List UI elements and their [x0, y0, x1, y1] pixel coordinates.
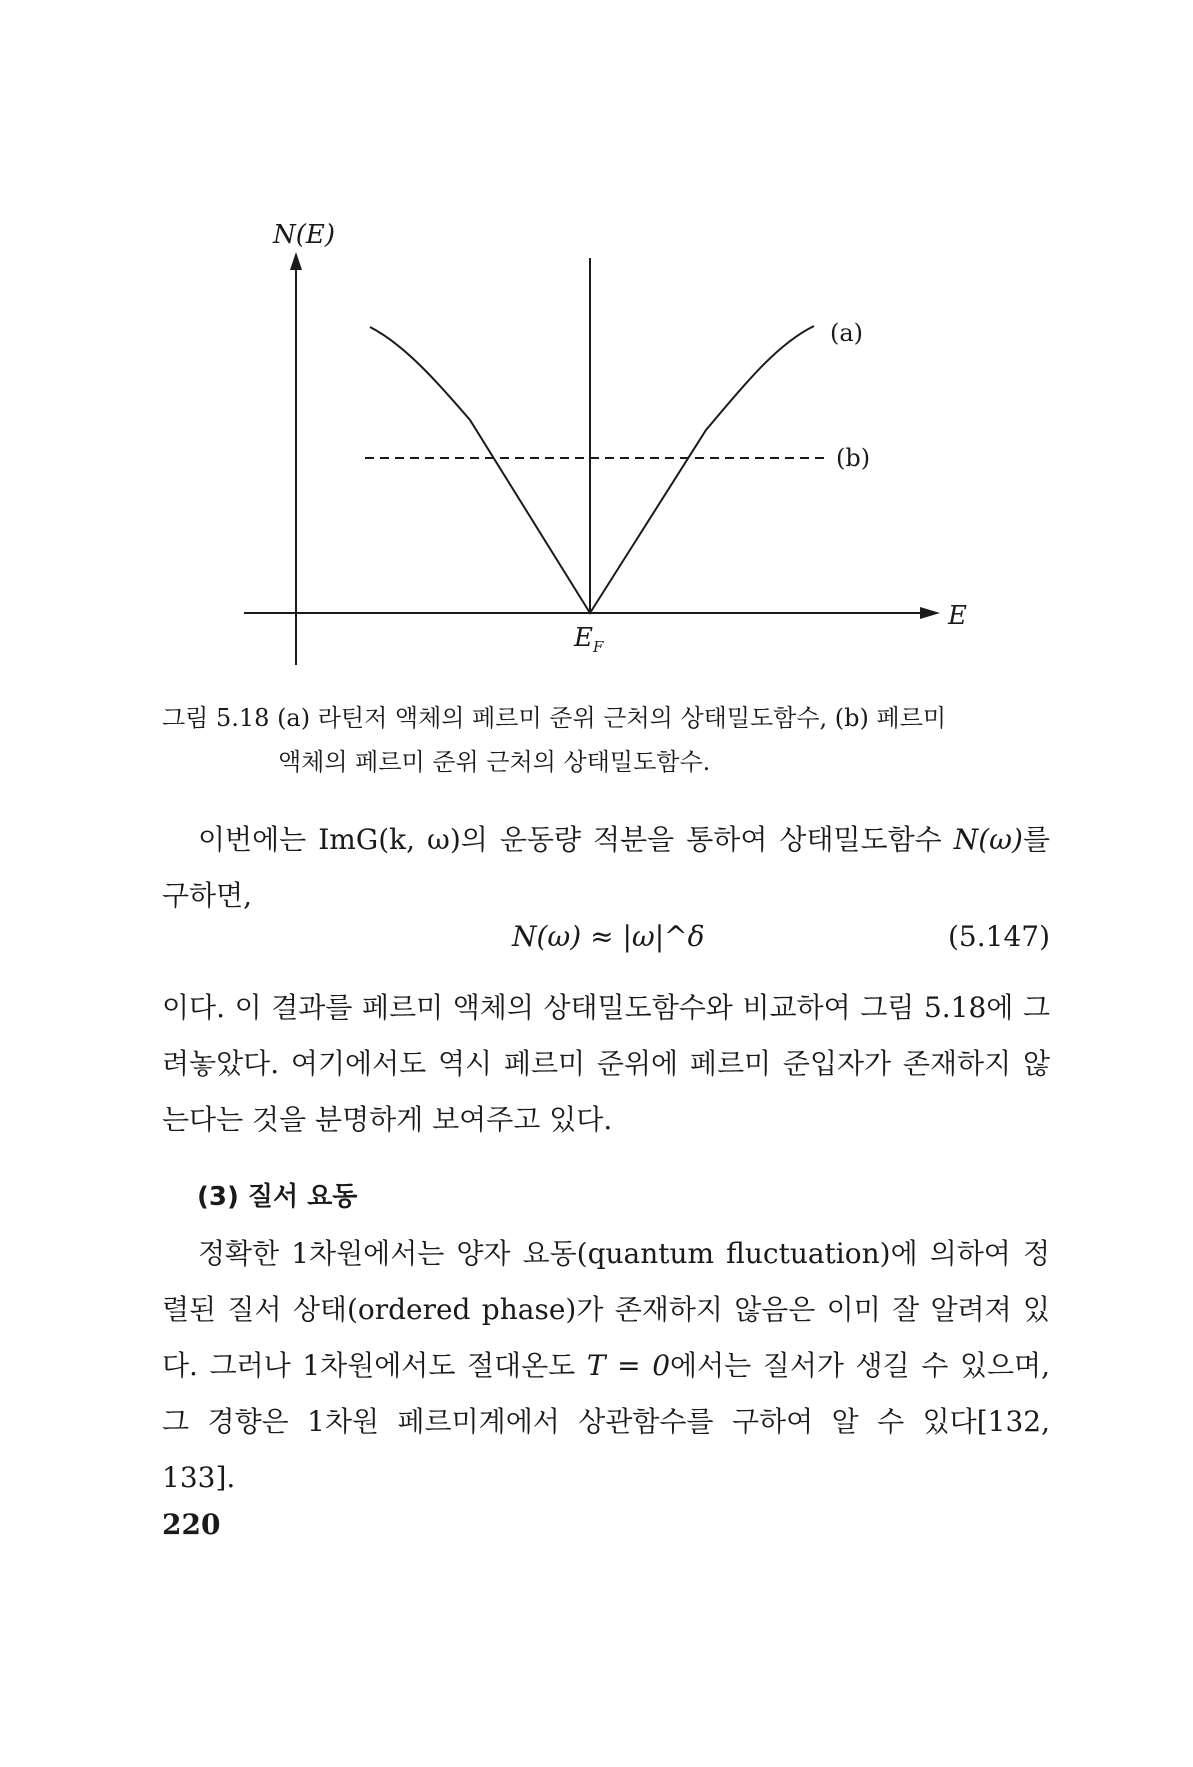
caption-line-1: 그림 5.18 (a) 라틴저 액체의 페르미 준위 근처의 상태밀도함수, (b) 페르미 [162, 704, 947, 732]
equation-5-147 [162, 920, 1050, 976]
paragraph-3 [162, 1226, 1050, 1506]
temperature-expression: T = 0 [586, 1349, 671, 1382]
x-axis-label: E [948, 601, 967, 631]
section-heading: (3) 질서 요동 [197, 1182, 358, 1212]
fermi-energy-label: $E_F$ [574, 623, 604, 656]
density-of-states-figure [0, 0, 1193, 700]
para1-text-a: 이번에는 [198, 823, 319, 856]
paragraph-2 [162, 980, 1050, 1148]
x-axis-arrow [920, 607, 940, 619]
page-number: 220 [162, 1508, 221, 1541]
para1-text-c: 를 구하면, [162, 823, 1050, 912]
para1-text-b: 의 운동량 적분을 통하여 상태밀도함수 [460, 823, 954, 856]
curve-b-label: (b) [836, 444, 871, 472]
para3-text-b: 에서는 질서가 생길 수 있으며, 그 경향은 1차원 페르미계에서 상관함수를 구하여 알 수 있다[132, 133]. [162, 1349, 1050, 1494]
equation-number: (5.147) [947, 920, 1050, 953]
curve-a-label: (a) [830, 319, 864, 347]
para2-text: 이다. 이 결과를 페르미 액체의 상태밀도함수와 비교하여 그림 5.18에 그려놓았다. 여기에서도 역시 페르미 준위에 페르미 준입자가 존재하지 않는다는 것을 분명하게 보여주고 있다. [162, 991, 1050, 1136]
img-g-expression: ImG(k, ω) [318, 823, 461, 856]
equation-expression: N(ω) ≈ |ω|^δ [512, 920, 705, 953]
paragraph-1 [162, 812, 1050, 924]
caption-line-2: 액체의 페르미 준위 근처의 상태밀도함수. [278, 748, 711, 776]
n-omega-expression: N(ω) [953, 823, 1023, 856]
y-axis-label: N(E) [273, 220, 336, 250]
y-axis-arrow [290, 252, 302, 270]
figure-caption [162, 696, 1062, 784]
para3-text-a: 정확한 1차원에서는 양자 요동(quantum fluctuation)에 의하여 정렬된 질서 상태(ordered phase)가 존재하지 않음은 이미 잘 알려져 있다. 그러나 1차원에서도 절대온도 [162, 1237, 1050, 1382]
curve-a-line [370, 326, 814, 613]
